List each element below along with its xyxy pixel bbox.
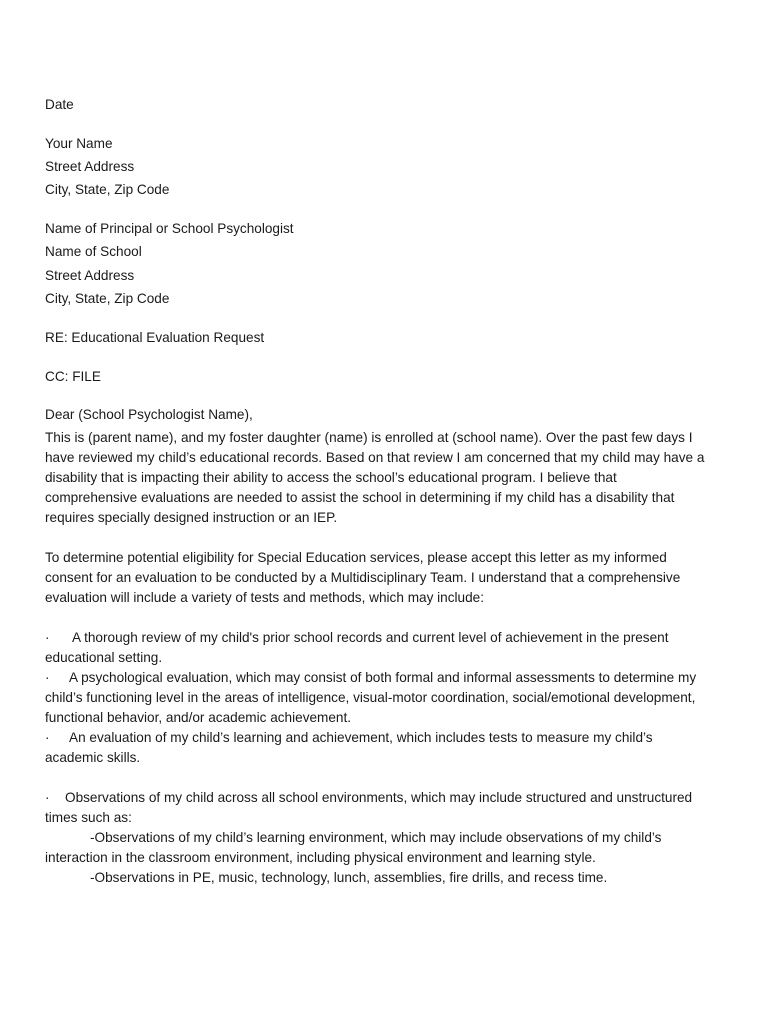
recipient-school: Name of School bbox=[45, 244, 142, 260]
cc-line: CC: FILE bbox=[45, 368, 101, 384]
paragraph-line: This is (parent name), and my foster daughter (name) is enrolled at (school name). Over the past few days I bbox=[45, 429, 693, 445]
recipient-city: City, State, Zip Code bbox=[45, 291, 170, 307]
bullet-dot-icon: · bbox=[45, 629, 50, 645]
recipient-street: Street Address bbox=[45, 267, 135, 283]
bullet-item bbox=[45, 628, 735, 648]
re-line-block bbox=[45, 326, 735, 349]
bullet-continuation: academic skills. bbox=[45, 749, 141, 765]
bullet-text: Observations of my child across all school environments, which may include structured and unstructured bbox=[65, 789, 693, 805]
bullet-item bbox=[45, 668, 735, 688]
sub-item-text: -Observations in PE, music, technology, lunch, assemblies, fire drills, and recess time. bbox=[90, 869, 608, 885]
salutation-block bbox=[45, 403, 735, 426]
sub-item bbox=[45, 868, 735, 888]
paragraph-consent bbox=[45, 548, 735, 608]
bullet-continuation: functional behavior, and/or academic achievement. bbox=[45, 709, 352, 725]
sub-item-continuation: interaction in the classroom environment, including physical environment and learning style. bbox=[45, 849, 596, 865]
bullet-text: A thorough review of my child's prior school records and current level of achievement in the present bbox=[72, 629, 669, 645]
sender-address bbox=[45, 132, 735, 202]
bullet-dot-icon: · bbox=[45, 729, 50, 745]
bullet-item bbox=[45, 788, 735, 808]
bullet-list bbox=[45, 628, 735, 768]
sender-name: Your Name bbox=[45, 135, 113, 151]
bullet-continuation: educational setting. bbox=[45, 649, 163, 665]
paragraph-line: have reviewed my child’s educational records. Based on that review I am concerned that my child may have a bbox=[45, 449, 705, 465]
sender-city: City, State, Zip Code bbox=[45, 182, 170, 198]
bullet-continuation: times such as: bbox=[45, 809, 132, 825]
paragraph-line: comprehensive evaluations are needed to assist the school in determining if my child has a disability that bbox=[45, 489, 675, 505]
recipient-name: Name of Principal or School Psychologist bbox=[45, 221, 294, 237]
paragraph-line: To determine potential eligibility for Special Education services, please accept this letter as my informed bbox=[45, 549, 667, 565]
cc-line-block bbox=[45, 365, 735, 388]
paragraph-line: consent for an evaluation to be conducted by a Multidisciplinary Team. I understand that a comprehensive bbox=[45, 569, 681, 585]
bullet-dot-icon: · bbox=[45, 789, 50, 805]
paragraph-line: disability that is impacting their ability to access the school’s educational program. I believe that bbox=[45, 469, 617, 485]
bullet-text: An evaluation of my child’s learning and achievement, which includes tests to measure my child’s bbox=[69, 729, 653, 745]
letter-page bbox=[45, 93, 735, 888]
recipient-address bbox=[45, 217, 735, 310]
paragraph-line: requires specially designed instruction or an IEP. bbox=[45, 509, 338, 525]
bullet-dot-icon: · bbox=[45, 669, 50, 685]
sub-item bbox=[45, 828, 735, 848]
sub-item-text: -Observations of my child’s learning environment, which may include observations of my child’s bbox=[90, 829, 662, 845]
date-line: Date bbox=[45, 97, 74, 112]
bullet-item bbox=[45, 728, 735, 748]
salutation: Dear (School Psychologist Name), bbox=[45, 407, 253, 423]
paragraph-intro bbox=[45, 428, 735, 528]
bullet-text: A psychological evaluation, which may consist of both formal and informal assessments to determine my bbox=[69, 669, 697, 685]
bullet-continuation: child’s functioning level in the areas of intelligence, visual-motor coordination, social/emotional development, bbox=[45, 689, 696, 705]
paragraph-line: evaluation will include a variety of tests and methods, which may include: bbox=[45, 589, 485, 605]
bullet-list-observations bbox=[45, 788, 735, 888]
re-line: RE: Educational Evaluation Request bbox=[45, 329, 265, 345]
sender-street: Street Address bbox=[45, 159, 135, 175]
